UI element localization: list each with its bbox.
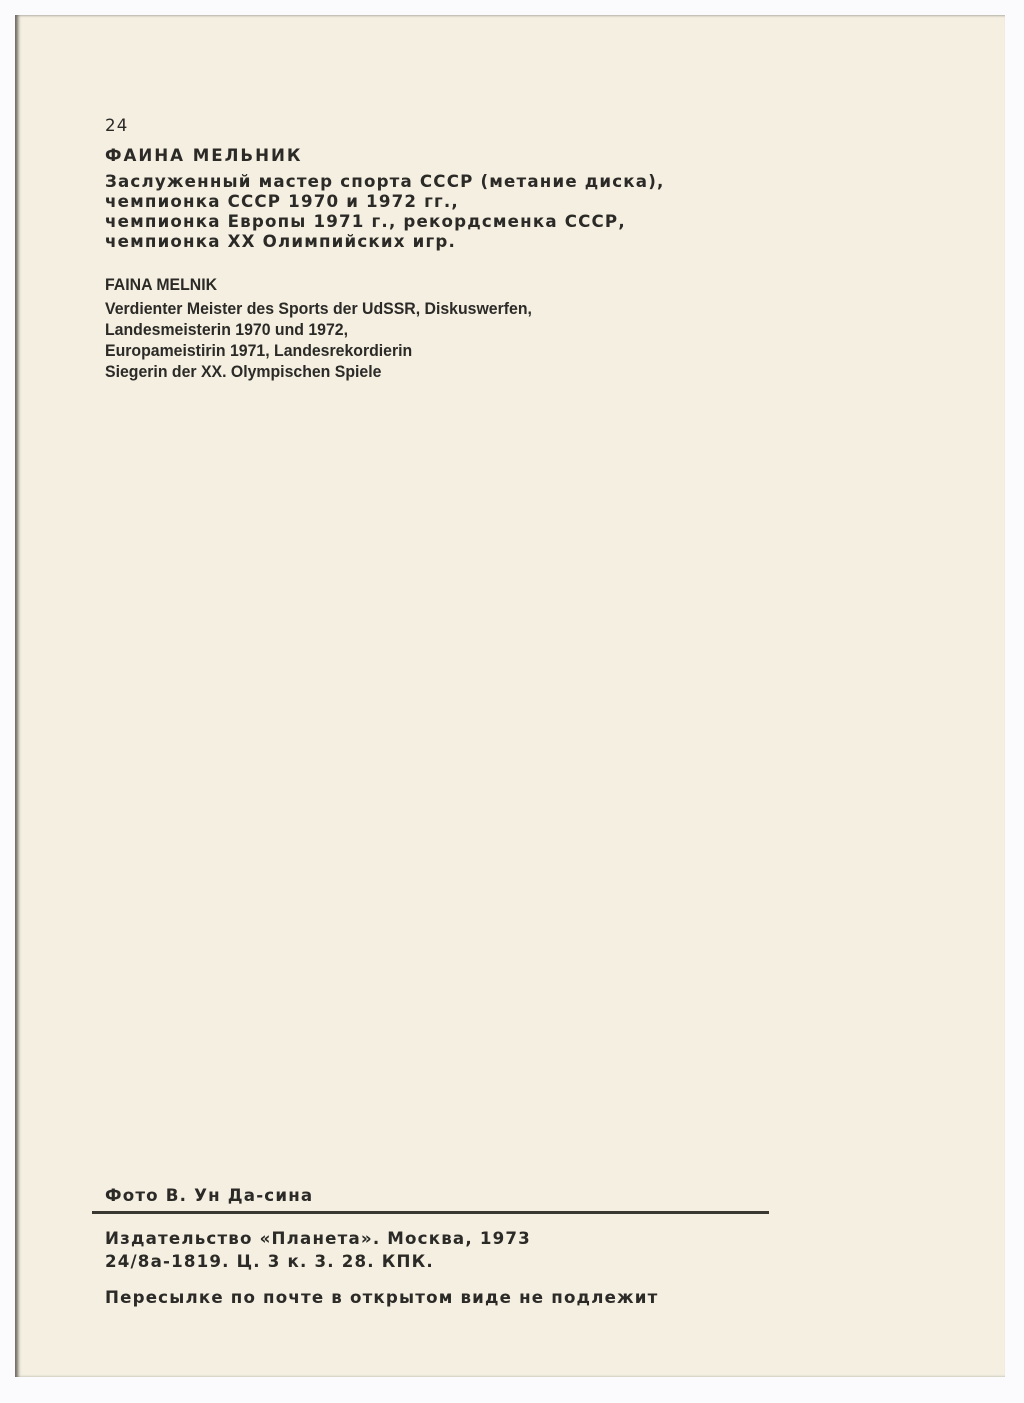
postal-notice: Пересылке по почте в открытом виде не подлежит xyxy=(105,1288,659,1308)
athlete-name-de: FAINA MELNIK xyxy=(105,276,218,294)
divider xyxy=(92,1211,769,1214)
publisher: Издательство «Планета». Москва, 1973 xyxy=(105,1229,531,1249)
bio-de-line: Landesmeisterin 1970 und 1972, xyxy=(105,321,348,339)
bio-de-line: Europameistirin 1971, Landesrekordierin xyxy=(105,342,413,360)
bio-de-line: Verdienter Meister des Sports der UdSSR, Diskuswerfen, xyxy=(105,300,532,318)
bio-ru-line: Заслуженный мастер спорта СССР (метание диска), xyxy=(105,172,665,192)
bio-ru-line: чемпионка XX Олимпийских игр. xyxy=(105,232,456,252)
card-number: 24 xyxy=(105,116,129,136)
bio-ru-line: чемпионка СССР 1970 и 1972 гг., xyxy=(105,192,459,212)
postcard-back xyxy=(15,15,1005,1377)
bio-ru-line: чемпионка Европы 1971 г., рекордсменка СССР, xyxy=(105,212,626,232)
photo-credit: Фото В. Ун Да-сина xyxy=(105,1186,314,1206)
bio-de-line: Siegerin der XX. Olympischen Spiele xyxy=(105,363,382,381)
print-code: 24/8а-1819. Ц. 3 к. 3. 28. КПК. xyxy=(105,1252,434,1272)
athlete-name-ru: ФАИНА МЕЛЬНИК xyxy=(105,146,303,166)
